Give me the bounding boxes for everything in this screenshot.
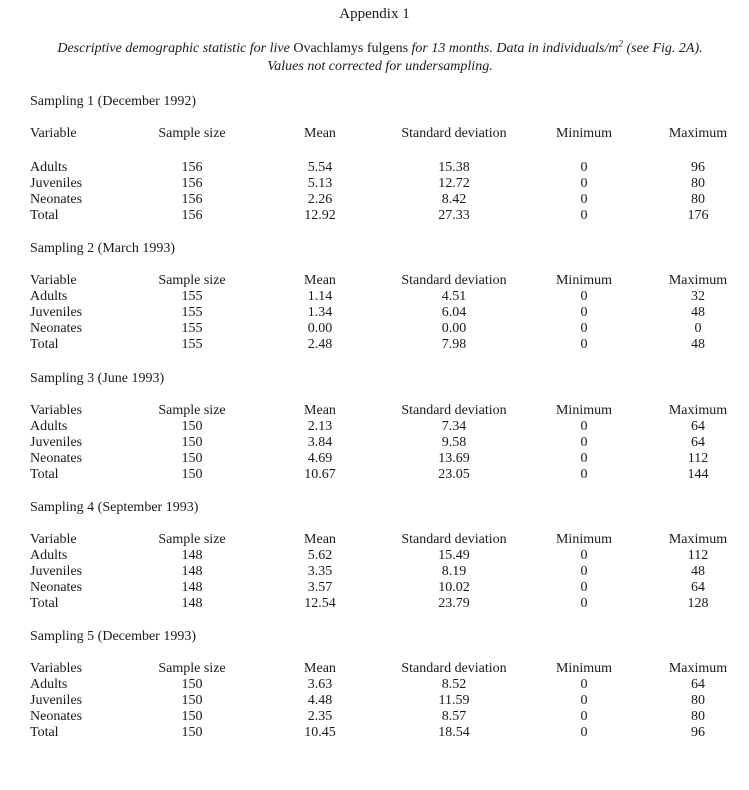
cell-minimum: 0 [580, 564, 588, 579]
col-header-variable: Variable [30, 126, 77, 141]
cell-variable: Total [30, 467, 59, 482]
cell-maximum: 80 [691, 693, 705, 708]
col-header-minimum: Minimum [555, 273, 612, 288]
col-header-variable: Variables [30, 403, 83, 418]
section-heading: Sampling 2 (March 1993) [30, 241, 176, 256]
cell-variable: Adults [30, 289, 68, 304]
cell-standard-deviation: 8.42 [441, 192, 467, 207]
cell-sample-size: 150 [181, 709, 203, 724]
column-header-row [0, 403, 749, 419]
cell-sample-size: 155 [181, 321, 203, 336]
col-header-minimum: Minimum [555, 403, 612, 418]
cell-mean: 10.45 [304, 725, 336, 740]
col-header-sample-size: Sample size [158, 532, 226, 547]
cell-sample-size: 148 [181, 596, 203, 611]
cell-standard-deviation: 7.98 [441, 337, 467, 352]
cell-variable: Neonates [30, 451, 83, 466]
col-header-minimum: Minimum [555, 661, 612, 676]
column-header-row [0, 126, 749, 142]
cell-sample-size: 148 [181, 564, 203, 579]
cell-maximum: 64 [691, 435, 705, 450]
table-caption [30, 40, 730, 76]
col-header-maximum: Maximum [668, 273, 728, 288]
cell-standard-deviation: 9.58 [441, 435, 467, 450]
cell-minimum: 0 [580, 321, 588, 336]
cell-mean: 0.00 [307, 321, 333, 336]
table-row [0, 160, 749, 176]
cell-standard-deviation: 27.33 [438, 208, 470, 223]
col-header-minimum: Minimum [555, 532, 612, 547]
cell-sample-size: 150 [181, 693, 203, 708]
cell-sample-size: 155 [181, 305, 203, 320]
cell-mean: 5.62 [307, 548, 333, 563]
cell-standard-deviation: 0.00 [441, 321, 467, 336]
table-row [0, 305, 749, 321]
cell-standard-deviation: 8.19 [441, 564, 467, 579]
cell-standard-deviation: 23.05 [438, 467, 470, 482]
section-heading: Sampling 3 (June 1993) [30, 371, 165, 386]
cell-variable: Juveniles [30, 693, 83, 708]
table-row [0, 564, 749, 580]
cell-variable: Total [30, 596, 59, 611]
col-header-variable: Variables [30, 661, 83, 676]
cell-minimum: 0 [580, 435, 588, 450]
cell-minimum: 0 [580, 160, 588, 175]
cell-mean: 10.67 [304, 467, 336, 482]
cell-minimum: 0 [580, 337, 588, 352]
table-row [0, 596, 749, 612]
col-header-mean: Mean [304, 661, 336, 676]
cell-maximum: 176 [687, 208, 709, 223]
cell-maximum: 96 [691, 725, 705, 740]
cell-minimum: 0 [580, 677, 588, 692]
cell-variable: Juveniles [30, 564, 83, 579]
cell-mean: 2.13 [307, 419, 333, 434]
col-header-maximum: Maximum [668, 532, 728, 547]
cell-variable: Adults [30, 548, 68, 563]
table-row [0, 337, 749, 353]
cell-standard-deviation: 4.51 [441, 289, 467, 304]
cell-mean: 5.13 [307, 176, 333, 191]
cell-sample-size: 150 [181, 677, 203, 692]
cell-minimum: 0 [580, 467, 588, 482]
cell-maximum: 48 [691, 337, 705, 352]
cell-minimum: 0 [580, 192, 588, 207]
col-header-mean: Mean [304, 126, 336, 141]
col-header-maximum: Maximum [668, 403, 728, 418]
cell-sample-size: 150 [181, 419, 203, 434]
caption-species: Ovachlamys fulgens [293, 41, 409, 56]
col-header-mean: Mean [304, 273, 336, 288]
col-header-sample-size: Sample size [158, 273, 226, 288]
cell-minimum: 0 [580, 693, 588, 708]
cell-mean: 4.48 [307, 693, 333, 708]
cell-maximum: 96 [691, 160, 705, 175]
table-row [0, 435, 749, 451]
cell-mean: 3.63 [307, 677, 333, 692]
cell-minimum: 0 [580, 208, 588, 223]
cell-minimum: 0 [580, 289, 588, 304]
cell-variable: Total [30, 725, 59, 740]
table-row [0, 451, 749, 467]
cell-standard-deviation: 8.52 [441, 677, 467, 692]
cell-maximum: 144 [687, 467, 709, 482]
cell-standard-deviation: 12.72 [438, 176, 470, 191]
table-row [0, 321, 749, 337]
cell-maximum: 64 [691, 677, 705, 692]
column-header-row [0, 661, 749, 677]
cell-sample-size: 156 [181, 208, 203, 223]
column-header-row [0, 532, 749, 548]
table-row [0, 677, 749, 693]
cell-mean: 3.35 [307, 564, 333, 579]
cell-mean: 2.48 [307, 337, 333, 352]
cell-sample-size: 150 [181, 451, 203, 466]
cell-maximum: 112 [687, 451, 709, 466]
cell-variable: Adults [30, 677, 68, 692]
cell-minimum: 0 [580, 176, 588, 191]
table-row [0, 548, 749, 564]
cell-maximum: 80 [691, 192, 705, 207]
cell-sample-size: 155 [181, 289, 203, 304]
cell-mean: 12.54 [304, 596, 336, 611]
cell-minimum: 0 [580, 419, 588, 434]
table-row [0, 709, 749, 725]
cell-variable: Adults [30, 160, 68, 175]
table-row [0, 289, 749, 305]
section-heading: Sampling 4 (September 1993) [30, 500, 199, 515]
cell-maximum: 112 [687, 548, 709, 563]
cell-standard-deviation: 6.04 [441, 305, 467, 320]
cell-standard-deviation: 13.69 [438, 451, 470, 466]
cell-maximum: 48 [691, 564, 705, 579]
cell-mean: 2.35 [307, 709, 333, 724]
cell-mean: 5.54 [307, 160, 333, 175]
table-row [0, 580, 749, 596]
cell-maximum: 80 [691, 176, 705, 191]
cell-mean: 1.14 [307, 289, 333, 304]
col-header-sample-size: Sample size [158, 661, 226, 676]
cell-minimum: 0 [580, 548, 588, 563]
cell-sample-size: 150 [181, 725, 203, 740]
cell-maximum: 32 [691, 289, 705, 304]
appendix-title: Appendix 1 [339, 6, 410, 22]
cell-sample-size: 148 [181, 580, 203, 595]
cell-maximum: 64 [691, 580, 705, 595]
cell-sample-size: 156 [181, 192, 203, 207]
cell-sample-size: 150 [181, 435, 203, 450]
cell-sample-size: 148 [181, 548, 203, 563]
column-header-row [0, 273, 749, 289]
cell-sample-size: 156 [181, 160, 203, 175]
cell-standard-deviation: 23.79 [438, 596, 470, 611]
table-row [0, 467, 749, 483]
cell-variable: Neonates [30, 709, 83, 724]
col-header-mean: Mean [304, 532, 336, 547]
cell-mean: 1.34 [307, 305, 333, 320]
caption-text-1: Descriptive demographic statistic for live [57, 41, 294, 56]
cell-mean: 3.57 [307, 580, 333, 595]
cell-standard-deviation: 10.02 [438, 580, 470, 595]
table-row [0, 725, 749, 741]
section-heading: Sampling 5 (December 1993) [30, 629, 197, 644]
cell-standard-deviation: 7.34 [441, 419, 467, 434]
cell-mean: 12.92 [304, 208, 336, 223]
caption-text-2: for 13 months. Data in individuals/m [408, 41, 619, 56]
col-header-variable: Variable [30, 273, 77, 288]
cell-maximum: 80 [691, 709, 705, 724]
col-header-sample-size: Sample size [158, 403, 226, 418]
table-row [0, 176, 749, 192]
table-row [0, 192, 749, 208]
cell-maximum: 64 [691, 419, 705, 434]
cell-maximum: 128 [687, 596, 709, 611]
cell-mean: 3.84 [307, 435, 333, 450]
cell-sample-size: 155 [181, 337, 203, 352]
cell-minimum: 0 [580, 305, 588, 320]
col-header-sample-size: Sample size [158, 126, 226, 141]
cell-standard-deviation: 18.54 [438, 725, 470, 740]
cell-standard-deviation: 11.59 [438, 693, 470, 708]
cell-sample-size: 150 [181, 467, 203, 482]
col-header-standard-deviation: Standard deviation [401, 532, 507, 547]
col-header-standard-deviation: Standard deviation [401, 403, 507, 418]
cell-minimum: 0 [580, 596, 588, 611]
cell-variable: Total [30, 337, 59, 352]
col-header-standard-deviation: Standard deviation [401, 661, 507, 676]
table-row [0, 208, 749, 224]
cell-mean: 4.69 [307, 451, 333, 466]
cell-minimum: 0 [580, 580, 588, 595]
col-header-maximum: Maximum [668, 126, 728, 141]
col-header-variable: Variable [30, 532, 77, 547]
col-header-standard-deviation: Standard deviation [401, 126, 507, 141]
cell-variable: Juveniles [30, 176, 83, 191]
cell-maximum: 0 [694, 321, 702, 336]
cell-variable: Neonates [30, 321, 83, 336]
cell-sample-size: 156 [181, 176, 203, 191]
cell-mean: 2.26 [307, 192, 333, 207]
table-row [0, 419, 749, 435]
cell-variable: Neonates [30, 192, 83, 207]
cell-minimum: 0 [580, 451, 588, 466]
cell-variable: Adults [30, 419, 68, 434]
cell-minimum: 0 [580, 725, 588, 740]
col-header-maximum: Maximum [668, 661, 728, 676]
cell-minimum: 0 [580, 709, 588, 724]
cell-standard-deviation: 8.57 [441, 709, 467, 724]
caption-text-3: (see Fig. 2A). [622, 41, 703, 56]
cell-variable: Juveniles [30, 435, 83, 450]
col-header-mean: Mean [304, 403, 336, 418]
cell-standard-deviation: 15.49 [438, 548, 470, 563]
col-header-minimum: Minimum [555, 126, 612, 141]
cell-variable: Total [30, 208, 59, 223]
section-heading: Sampling 1 (December 1992) [30, 94, 197, 109]
caption-superscript: 2 [618, 38, 623, 49]
table-row [0, 693, 749, 709]
cell-variable: Neonates [30, 580, 83, 595]
cell-standard-deviation: 15.38 [438, 160, 470, 175]
caption-line-2: Values not corrected for undersampling. [267, 59, 493, 74]
col-header-standard-deviation: Standard deviation [401, 273, 507, 288]
cell-maximum: 48 [691, 305, 705, 320]
cell-variable: Juveniles [30, 305, 83, 320]
